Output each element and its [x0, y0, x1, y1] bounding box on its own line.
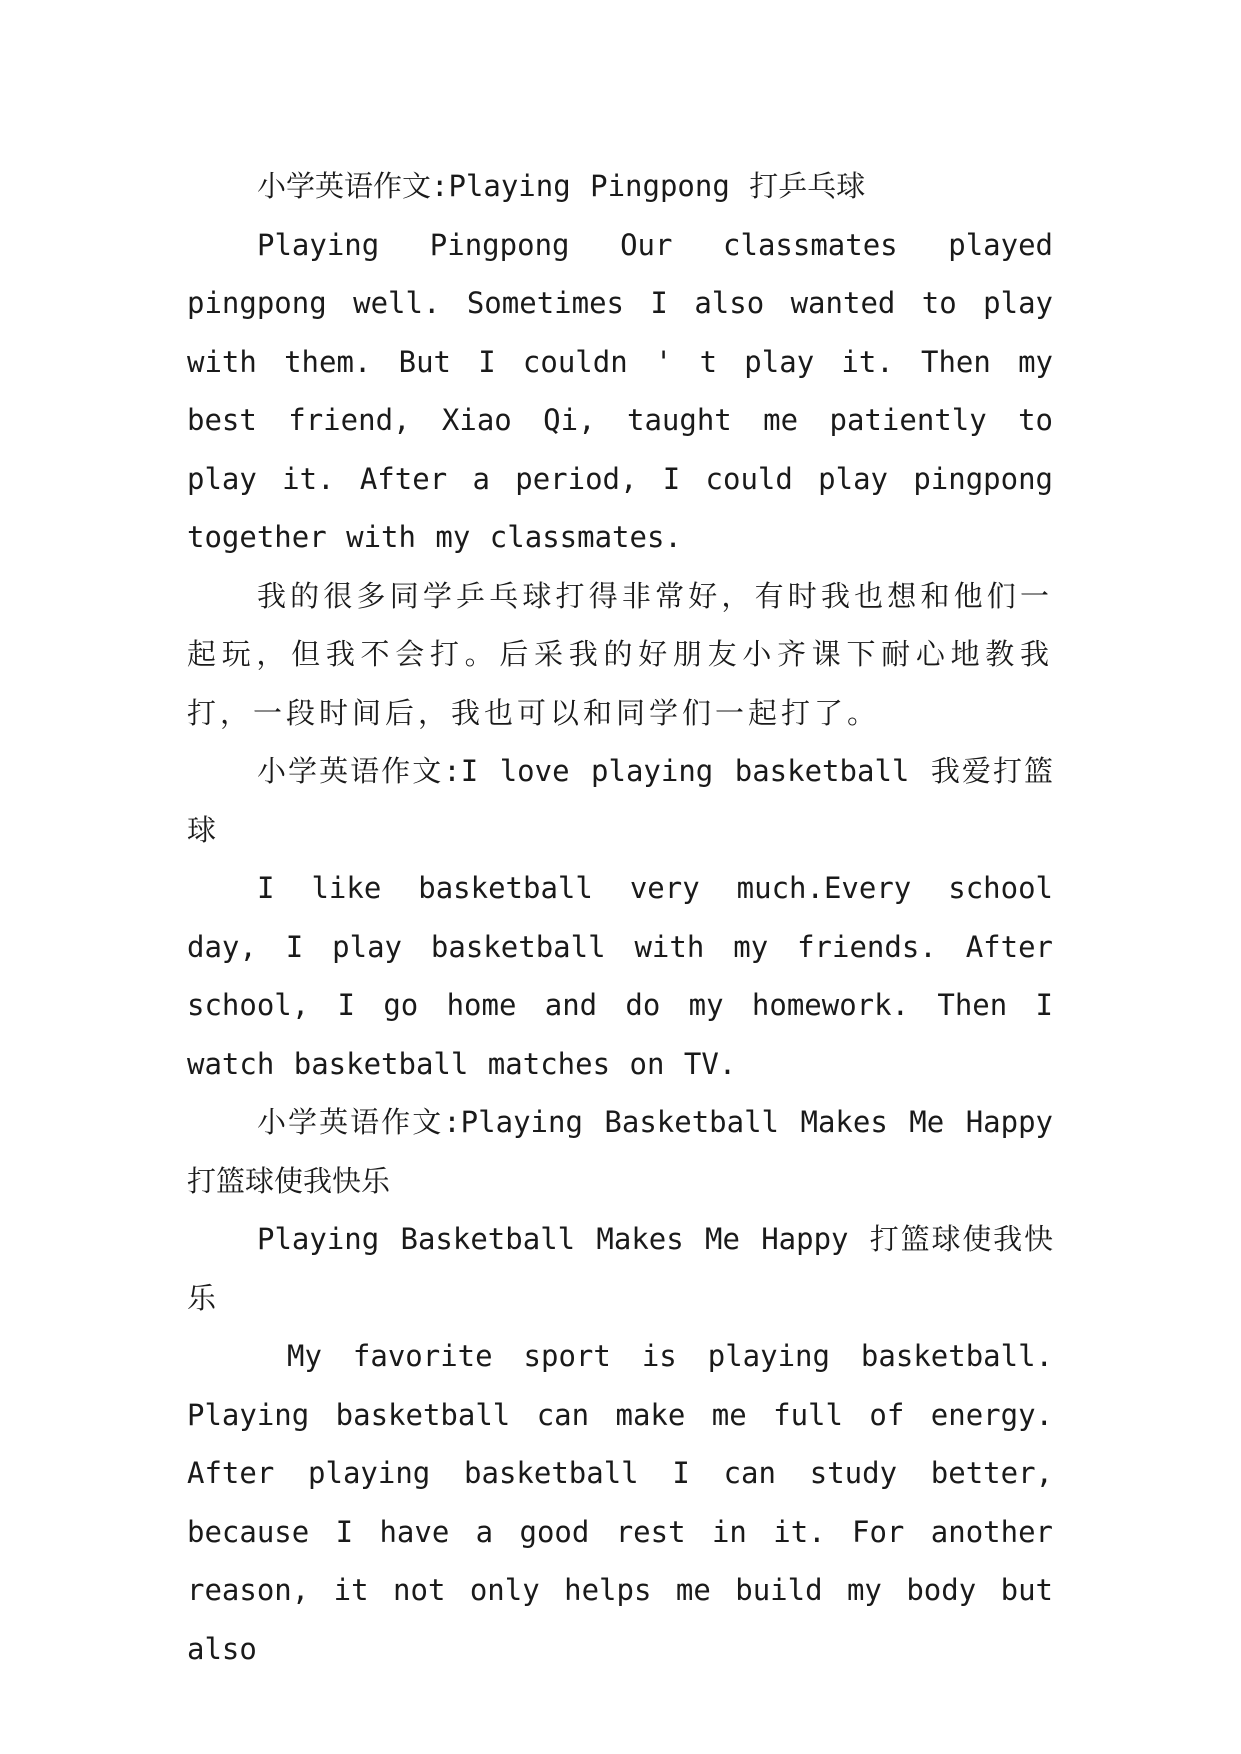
essay-1-chinese-translation: 我的很多同学乒乓球打得非常好，有时我也想和他们一起玩，但我不会打。后采我的好朋友小齐课下耐心地教我打，一段时间后，我也可以和同学们一起打了。 [187, 578, 1053, 730]
essay-3-english-text: My favorite sport is playing basketball. Playing basketball can make me full of energy. After playing basketball I can study better, because I have a good rest in it. For another reason, it not only helps me build my body but also [187, 1339, 1053, 1666]
essay-3-title: 小学英语作文:Playing Basketball Makes Me Happy 打篮球使我快乐 [187, 1105, 1053, 1198]
essay-1-english-text: Playing Pingpong Our classmates played pingpong well. Sometimes I also wanted to play with them. But I couldn ' t play it. Then my best friend, Xiao Qi, taught me patiently to play it. After a period, I could play pingpong together with my classmates. [187, 227, 1053, 554]
essay-2-english-text: I like basketball very much.Every school day, I play basketball with my friends. After school, I go home and do my homework. Then I watch basketball matches on TV. [187, 871, 1053, 1081]
document-body [187, 157, 1053, 1678]
essay-1-title: 小学英语作文:Playing Pingpong 打乒乓球 [257, 169, 866, 203]
essay-2-title: 小学英语作文:I love playing basketball 我爱打篮球 [187, 754, 1053, 847]
essay-3-subtitle: Playing Basketball Makes Me Happy 打篮球使我快乐 [187, 1222, 1053, 1315]
